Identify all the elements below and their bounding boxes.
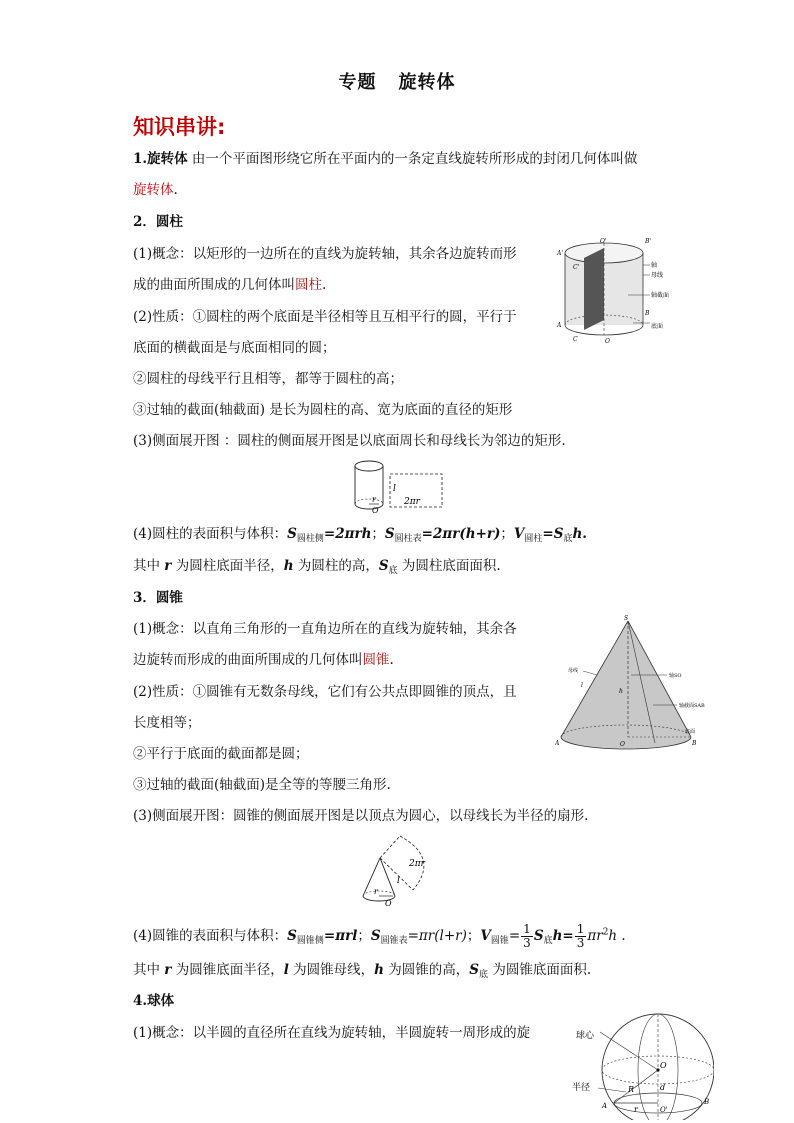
cone-net-label-O: O [385, 899, 392, 908]
cylinder-net-text: (3)侧面展开图 ：圆柱的侧面展开图是以底面周长和母线长为邻边的矩形. [133, 433, 566, 449]
label-axial-section: 轴截面 [651, 292, 670, 299]
net-label-r: r [372, 495, 376, 504]
cone-property-line2: 长度相等； [133, 715, 201, 731]
paragraph-rotating-body-cont: 旋转体. [133, 182, 178, 198]
cone-diagram [555, 615, 705, 750]
cone-base-front [561, 737, 691, 749]
fraction-one-third: $\frac{1}{3}$ [523, 922, 531, 950]
cone-label-A: A [555, 740, 560, 747]
label-C1: C' [573, 264, 580, 271]
cone-concept-line1: (1)概念：以直角三角形的一直角边所在的直线为旋转轴，其余各 [133, 621, 517, 637]
sphere-diagram [568, 1008, 714, 1120]
sphere-label-O: O [660, 1061, 667, 1070]
cone-label-axis: 轴SO [669, 673, 682, 679]
cylinder-axial-section [584, 248, 604, 330]
cone-net-label-l: l [397, 876, 400, 886]
sphere-label-center: 球心 [576, 1031, 595, 1041]
heading-cylinder: 2．圆柱 [133, 214, 183, 230]
cylinder-property-line1: (2)性质：①圆柱的两个底面是半径相等且互相平行的圆，平行于 [133, 309, 517, 325]
net-label-O: O [372, 506, 379, 514]
cylinder-property-line3: ②圆柱的母线平行且相等，都等于圆柱的高； [133, 371, 403, 387]
label-axis: 轴 [651, 262, 658, 269]
cylinder-net-diagram [350, 458, 446, 514]
cylinder-concept-line2: 成的曲面所围成的几何体叫圆柱. [133, 277, 327, 293]
cone-net-label-circumference: 2πr [409, 859, 425, 869]
label-B1: B' [645, 238, 652, 245]
cone-label-h: h [619, 688, 623, 695]
label-generatrix: 母线 [651, 272, 664, 279]
page-title: 专题 旋转体 [338, 72, 456, 93]
label-A1: A' [557, 250, 563, 257]
cone-label-axial-section: 轴截面SAB [679, 703, 705, 709]
sphere-label-O1: O' [660, 1106, 668, 1114]
label-B: B [645, 310, 650, 317]
sphere-concept-line1: (1)概念：以半圆的直径所在直线为旋转轴，半圆旋转一周形成的旋 [133, 1025, 531, 1041]
sphere-label-R: R [628, 1085, 635, 1094]
cone-net-label-r: r [374, 887, 378, 896]
label-A: A [557, 322, 562, 329]
sphere-label-r: r [634, 1105, 638, 1114]
heading-sphere: 4.球体 [133, 993, 175, 1009]
cylinder-concept-line1: (1)概念：以矩形的一边所在的直线为旋转轴，其余各边旋转而形 [133, 246, 517, 262]
cone-net-diagram [355, 828, 445, 910]
section-heading: 知识串讲: [133, 115, 226, 139]
cone-label-B: B [692, 740, 697, 747]
cone-label-base: 底面 [685, 729, 696, 735]
cone-body [561, 621, 691, 737]
heading-cone: 3．圆锥 [133, 590, 183, 606]
cone-formulas: (4)圆锥的表面积与体积：$S_{圆锥侧}=\pi rl$；$S_{圆锥表}=\pi r(l+r)$；$V_{圆锥}=$ $\frac{1}{3}$ $S_底h=$ $\frac{1}{3}$ $\pi r^2h$ . [133, 922, 626, 950]
net-label-circumference: 2πr [404, 497, 420, 507]
sphere-label-A: A [602, 1102, 608, 1110]
cone-property-line3: ②平行于底面的截面都是圆； [133, 746, 309, 762]
paragraph-rotating-body: 1.旋转体 由一个平面图形绕它所在平面内的一条定直线旋转所形成的封闭几何体叫做 [133, 151, 638, 167]
net-label-l: l [393, 484, 396, 494]
cylinder-formulas: (4)圆柱的表面积与体积：$S_{圆柱侧}=2\pi rh$；$S_{圆柱表}=2\pi r(h+r)$；$V_{圆柱}=S_底h$. [133, 526, 587, 544]
cylinder-property-line2: 底面的横截面是与底面相同的圆； [133, 340, 336, 356]
sphere-label-radius: 半径 [572, 1083, 591, 1093]
cone-label-O: O [620, 741, 625, 748]
cone-net-text: (3)侧面展开图：圆锥的侧面展开图是以顶点为圆心，以母线长为半径的扇形. [133, 808, 589, 824]
sphere-label-d: d [660, 1083, 666, 1092]
cylinder-note: 其中 r 为圆柱底面半径，h 为圆柱的高，$S_底$ 为圆柱底面面积. [133, 558, 501, 576]
sphere-label-B: B [704, 1098, 710, 1106]
cone-label-S: S [624, 615, 629, 622]
label-C: C [573, 336, 578, 343]
fraction-one-third-2: $\frac{1}{3}$ [576, 922, 585, 950]
cone-label-generatrix: 母线 [568, 668, 579, 674]
label-O: O [605, 338, 610, 345]
cone-label-l: l [581, 682, 583, 689]
cone-concept-line2: 边旋转而形成的曲面所围成的几何体叫圆锥. [133, 652, 394, 668]
cylinder-diagram [553, 235, 683, 345]
cone-property-line1: (2)性质：①圆锥有无数条母线，它们有公共点即圆锥的顶点，且 [133, 684, 517, 700]
cylinder-property-line4: ③过轴的截面(轴截面) 是长为圆柱的高、宽为底面的直径的矩形 [133, 402, 513, 418]
cone-property-line4: ③过轴的截面(轴截面)是全等的等腰三角形. [133, 777, 391, 793]
label-base: 底面 [651, 323, 664, 330]
cone-note: 其中 r 为圆锥底面半径，l 为圆锥母线，h 为圆锥的高，$S_底$ 为圆锥底面面积. [133, 962, 592, 980]
label-O1: O' [600, 238, 607, 245]
